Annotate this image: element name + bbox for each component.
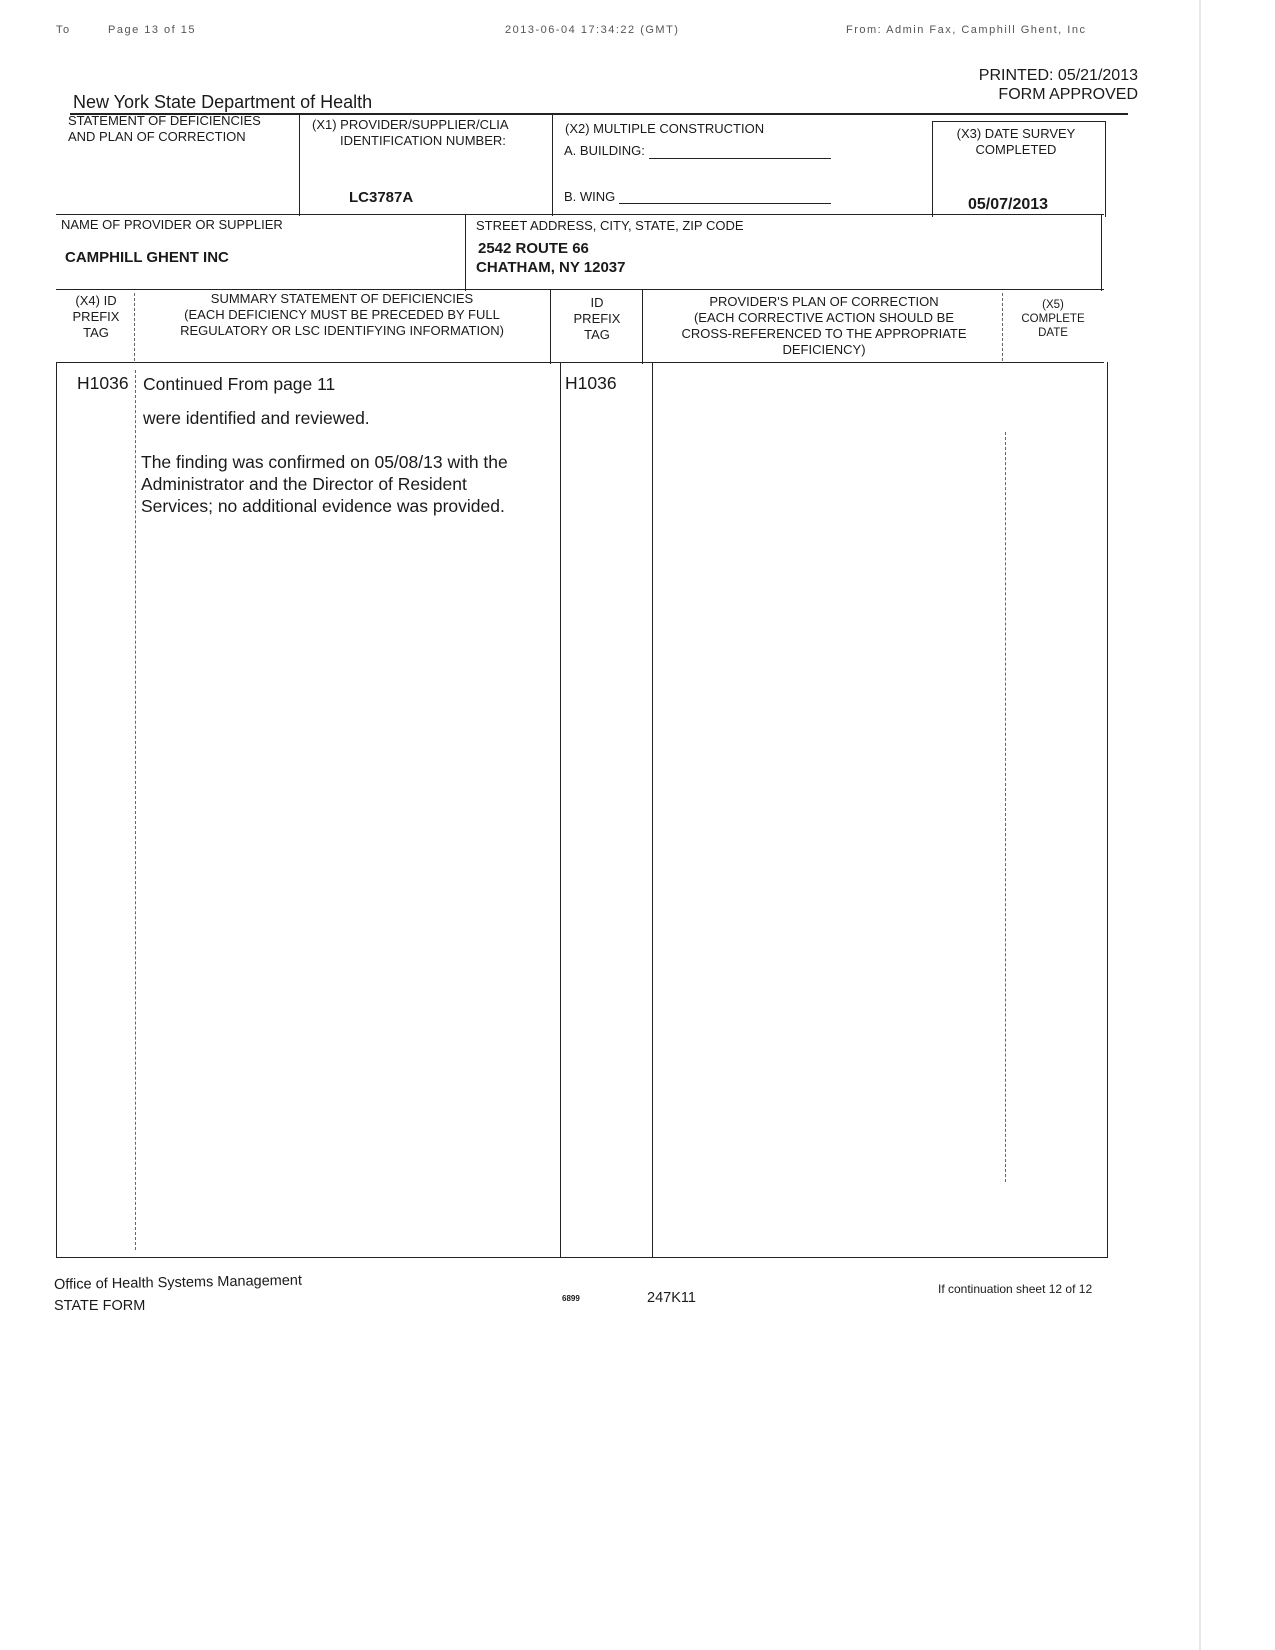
x1-label-1: (X1) PROVIDER/SUPPLIER/CLIA (312, 117, 509, 132)
fax-from: From: Admin Fax, Camphill Ghent, Inc (846, 24, 1087, 36)
fax-page-number: Page 13 of 15 (108, 24, 197, 36)
address-label: STREET ADDRESS, CITY, STATE, ZIP CODE (476, 218, 744, 233)
finding-line-1: were identified and reviewed. (143, 408, 370, 428)
x4-header-2: PREFIX (72, 309, 120, 324)
agency-name: New York State Department of Health (73, 92, 373, 112)
deficiency-table-body (56, 362, 1108, 1258)
id-header-3: TAG (584, 327, 610, 342)
summary-header-2: (EACH DEFICIENCY MUST BE PRECEDED BY FULL (184, 307, 500, 322)
x5-header-1: (X5) (1042, 299, 1064, 311)
x3-label-2: COMPLETED (975, 142, 1057, 157)
col-divider-summary (550, 289, 551, 364)
deficiency-tag-right: H1036 (565, 373, 617, 393)
city-state-zip: CHATHAM, NY 12037 (476, 259, 626, 276)
provider-id-number: LC3787A (349, 189, 414, 206)
finding-paragraph-line-3: Services; no additional evidence was provided. (141, 496, 505, 516)
x2-label: (X2) MULTIPLE CONSTRUCTION (565, 121, 765, 136)
footer-event-id: 247K11 (647, 1290, 696, 1306)
building-label: A. BUILDING: (564, 143, 645, 158)
fax-to: To (56, 24, 71, 36)
form-approved: FORM APPROVED (998, 86, 1138, 103)
plan-header-2: (EACH CORRECTIVE ACTION SHOULD BE (693, 310, 955, 325)
building-blank-line (649, 158, 831, 159)
footer-office: Office of Health Systems Management (53, 1272, 303, 1293)
fax-timestamp: 2013-06-04 17:34:22 (GMT) (505, 24, 680, 36)
provider-name-label: NAME OF PROVIDER OR SUPPLIER (61, 217, 283, 232)
finding-paragraph-line-2: Administrator and the Director of Resident (141, 474, 467, 494)
statement-label-1: STATEMENT OF DEFICIENCIES (68, 113, 261, 128)
plan-header-3: CROSS-REFERENCED TO THE APPROPRIATE (681, 326, 967, 341)
body-dash-x5 (1005, 432, 1006, 1182)
col-divider-id (642, 289, 643, 364)
provider-name: CAMPHILL GHENT INC (65, 249, 229, 266)
plan-header-1: PROVIDER'S PLAN OF CORRECTION (709, 294, 939, 309)
printed-date: PRINTED: 05/21/2013 (978, 67, 1138, 84)
body-divider-id (652, 362, 653, 1257)
x3-label-1: (X3) DATE SURVEY (956, 126, 1076, 141)
scan-edge-shadow (1199, 0, 1201, 1650)
x5-header-2: COMPLETE (1021, 313, 1085, 325)
plan-header-4: DEFICIENCY) (782, 342, 866, 357)
survey-completed-date: 05/07/2013 (968, 196, 1049, 213)
x1-label-2: IDENTIFICATION NUMBER: (340, 133, 506, 148)
finding-paragraph-line-1: The finding was confirmed on 05/08/13 with the (141, 452, 508, 472)
x5-header-3: DATE (1038, 327, 1068, 339)
footer-state-form: STATE FORM (54, 1298, 146, 1314)
id-header-2: PREFIX (573, 311, 621, 326)
continued-from-text: Continued From page 11 (143, 374, 336, 394)
column-header-row (56, 289, 1104, 364)
footer-continuation: If continuation sheet 12 of 12 (938, 1282, 1093, 1296)
provider-block (56, 214, 1104, 291)
provider-right-edge (1101, 214, 1102, 291)
x4-header-1: (X4) ID (75, 293, 117, 308)
body-dash-x4 (135, 370, 136, 1250)
summary-header-3: REGULATORY OR LSC IDENTIFYING INFORMATION) (180, 323, 504, 338)
wing-label: B. WING (564, 189, 616, 204)
deficiency-tag-left: H1036 (77, 373, 129, 393)
summary-header-1: SUMMARY STATEMENT OF DEFICIENCIES (210, 291, 474, 306)
x1-divider (299, 113, 300, 216)
id-header-1: ID (590, 295, 604, 310)
identification-block (56, 113, 1104, 216)
x4-header-3: TAG (83, 325, 109, 340)
statement-label-2: AND PLAN OF CORRECTION (68, 129, 246, 144)
x2-divider (552, 113, 553, 216)
street-address: 2542 ROUTE 66 (478, 240, 589, 257)
wing-blank-line (619, 203, 831, 204)
footer-form-code: 6899 (562, 1294, 580, 1303)
col-dash-x5 (1002, 293, 1003, 361)
provider-divider (465, 214, 466, 291)
body-divider-summary (560, 362, 561, 1257)
